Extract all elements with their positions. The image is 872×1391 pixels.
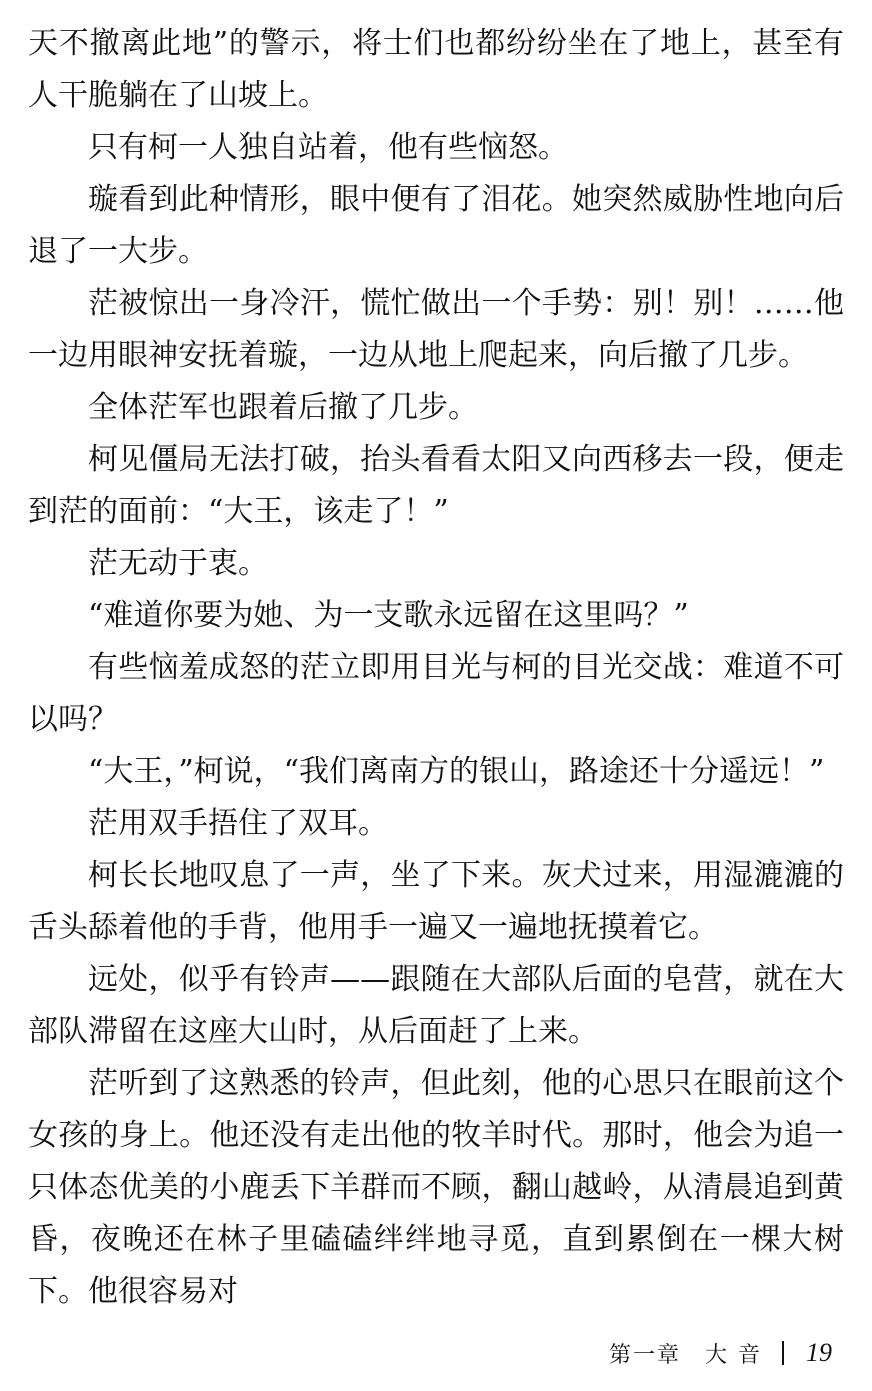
- body-text: [28, 18, 844, 1318]
- paragraph: “难道你要为她、为一支歌永远留在这里吗？”: [88, 598, 689, 633]
- paragraph: 天不撤离此地”的警示，将士们也都纷纷坐在了地上，甚至有人干脆躺在了山坡上。: [28, 26, 844, 113]
- page-number: 19: [806, 1338, 832, 1367]
- footer-divider: [782, 1341, 784, 1365]
- paragraph: “大王，”柯说，“我们离南方的银山，路途还十分遥远！”: [88, 754, 825, 789]
- paragraph: 璇看到此种情形，眼中便有了泪花。她突然威胁性地向后退了一大步。: [28, 182, 844, 269]
- paragraph: 茫无动于衷。: [88, 546, 268, 581]
- paragraph: 有些恼羞成怒的茫立即用目光与柯的目光交战：难道不可以吗？: [28, 650, 844, 737]
- paragraph: 茫用双手捂住了双耳。: [88, 806, 388, 841]
- paragraph: 只有柯一人独自站着，他有些恼怒。: [88, 130, 568, 165]
- paragraph: 柯长长地叹息了一声，坐了下来。灰犬过来，用湿漉漉的舌头舔着他的手背，他用手一遍又一遍地抚摸着它。: [28, 858, 844, 945]
- paragraph: 茫被惊出一身冷汗，慌忙做出一个手势：别！别！……他一边用眼神安抚着璇，一边从地上爬起来，向后撤了几步。: [28, 286, 844, 373]
- paragraph: 茫听到了这熟悉的铃声，但此刻，他的心思只在眼前这个女孩的身上。他还没有走出他的牧羊时代。那时，他会为追一只体态优美的小鹿丢下羊群而不顾，翻山越岭，从清晨追到黄昏，夜晚还在林子里磕磕绊绊地寻觅，直到累倒在一棵大树下。他很容易对: [28, 1066, 844, 1309]
- running-footer-chapter: 第一章 大 音: [609, 1342, 762, 1368]
- paragraph: 柯见僵局无法打破，抬头看看太阳又向西移去一段，便走到茫的面前：“大王，该走了！”: [28, 442, 844, 529]
- paragraph: 全体茫军也跟着后撤了几步。: [88, 390, 478, 425]
- page-footer: [609, 1336, 832, 1370]
- paragraph: 远处，似乎有铃声——跟随在大部队后面的皂营，就在大部队滞留在这座大山时，从后面赶了上来。: [28, 962, 844, 1049]
